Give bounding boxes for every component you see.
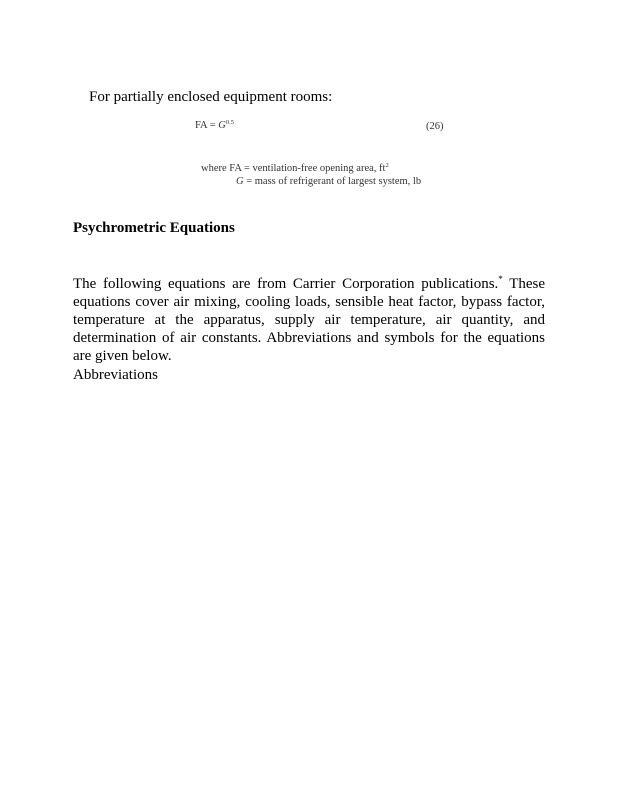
equation-where-line-2: [236, 176, 421, 187]
equation-image: [190, 116, 452, 194]
equation-variable: G: [218, 120, 226, 131]
equation-number: (26): [426, 121, 444, 132]
footnote-marker[interactable]: *: [498, 274, 503, 284]
section-heading: Psychrometric Equations: [73, 220, 235, 236]
equation-exponent: 0.5: [225, 119, 234, 126]
paragraph-part-2: These equations cover air mixing, cooling loads, sensible heat factor, bypass factor, temperature at the apparatus, supply air temperature, air quantity, and determination of air constants. Abbreviations and symbols for the equations are given below.: [73, 276, 546, 364]
where-line-1-text: where FA = ventilation-free opening area, ft: [201, 163, 386, 174]
abbreviations-heading: Abbreviations: [73, 367, 158, 383]
equation-lhs: FA =: [195, 120, 219, 131]
paragraph-part-1: The following equations are from Carrier Corporation publications.: [73, 276, 499, 292]
body-paragraph: [73, 275, 545, 365]
where-line-1-superscript: 2: [385, 162, 389, 169]
intro-text: For partially enclosed equipment rooms:: [89, 89, 333, 105]
equation-formula: [195, 120, 234, 131]
where-line-2-variable: G: [236, 176, 244, 187]
where-line-2-text: = mass of refrigerant of largest system, lb: [243, 176, 422, 187]
equation-where-line-1: [201, 163, 389, 174]
